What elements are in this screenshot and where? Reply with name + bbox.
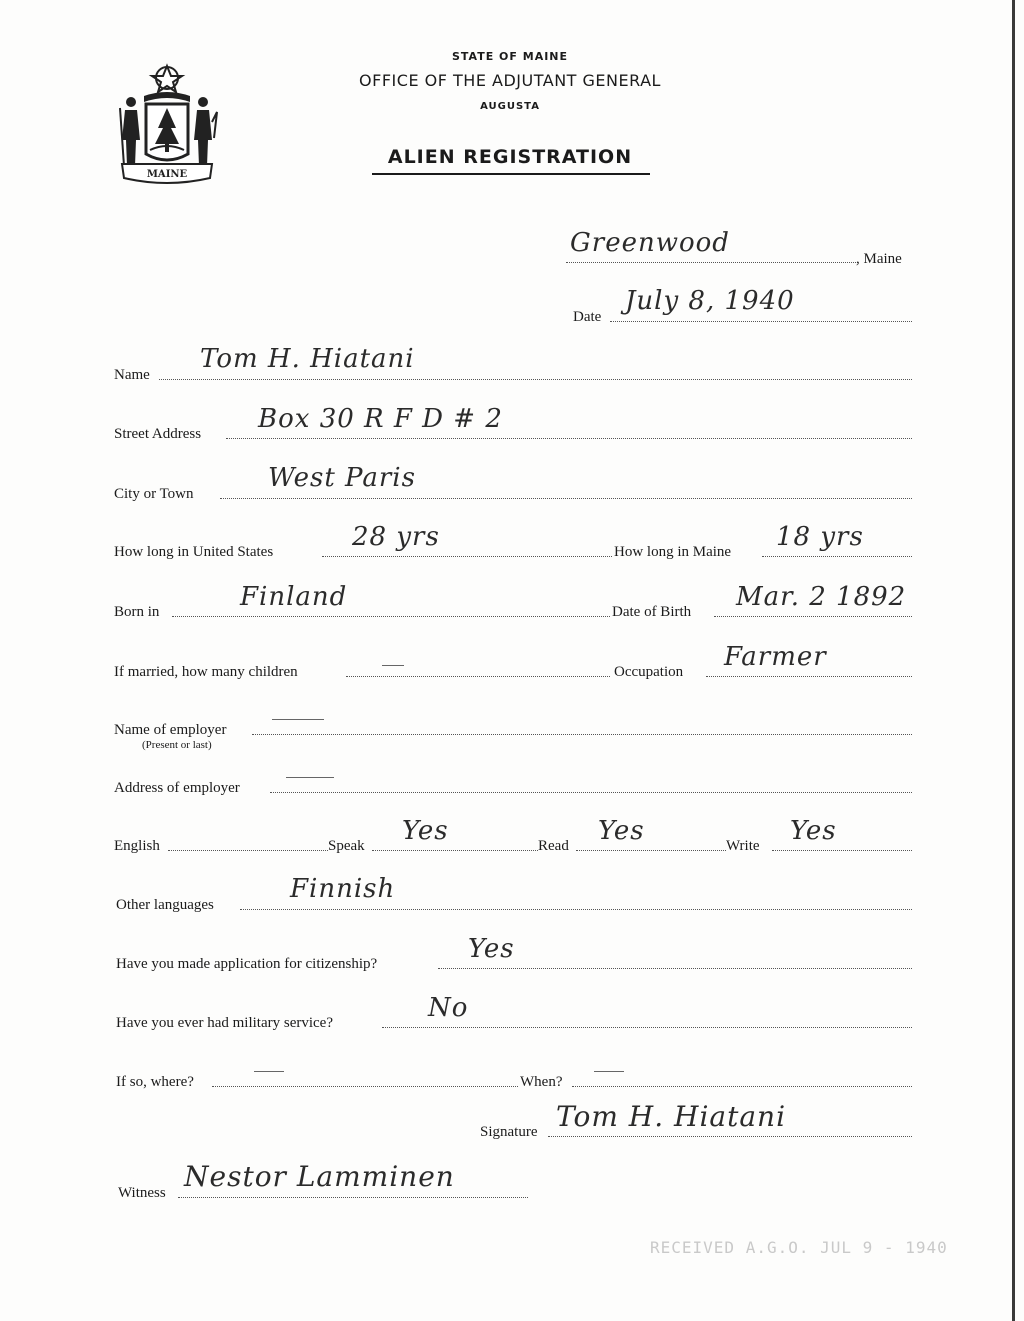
city-value: West Paris [268, 463, 416, 493]
born-in-line [172, 616, 610, 617]
military-line [382, 1027, 912, 1028]
city-heading: AUGUSTA [480, 101, 540, 112]
where-label: If so, where? [116, 1074, 194, 1090]
witness-value: Nestor Lamminen [184, 1160, 455, 1193]
how-long-us-label: How long in United States [114, 544, 274, 560]
children-label: If married, how many children [114, 664, 298, 680]
employer-name-label: Name of employer [114, 722, 227, 738]
read-line [576, 850, 726, 851]
how-long-us-value: 28 yrs [352, 522, 440, 552]
children-line [346, 676, 610, 677]
employer-name-line [252, 734, 912, 735]
write-label: Write [726, 838, 760, 854]
when-line [572, 1086, 912, 1087]
date-value: July 8, 1940 [625, 286, 795, 316]
witness-label: Witness [118, 1185, 166, 1201]
town-line [566, 262, 856, 263]
military-value: No [428, 993, 469, 1023]
street-address-value: Box 30 R F D # 2 [258, 404, 503, 434]
other-languages-value: Finnish [290, 874, 396, 904]
seal-motto: MAINE [146, 169, 188, 180]
born-in-value: Finland [240, 582, 348, 612]
witness-line [178, 1197, 528, 1198]
read-value: Yes [598, 816, 645, 846]
signature-line [548, 1136, 912, 1137]
when-dash [594, 1071, 624, 1072]
form-title: ALIEN REGISTRATION [387, 146, 633, 168]
maine-label: , Maine [856, 251, 902, 267]
occupation-label: Occupation [614, 664, 684, 680]
name-label: Name [114, 367, 150, 383]
speak-value: Yes [402, 816, 449, 846]
maine-state-seal-icon [114, 62, 220, 186]
read-label: Read [538, 838, 569, 854]
citizenship-label: Have you made application for citizenship? [116, 956, 378, 972]
city-line [220, 498, 912, 499]
occupation-value: Farmer [724, 642, 827, 672]
name-line [159, 379, 912, 380]
name-value: Tom H. Hiatani [200, 344, 415, 374]
other-languages-line [240, 909, 912, 910]
street-address-line [226, 438, 912, 439]
date-label: Date [573, 309, 602, 325]
employer-address-line [270, 792, 912, 793]
occupation-line [706, 676, 912, 677]
speak-line [372, 850, 538, 851]
how-long-maine-label: How long in Maine [614, 544, 732, 560]
speak-label: Speak [328, 838, 365, 854]
english-label: English [114, 838, 160, 854]
how-long-maine-value: 18 yrs [776, 522, 864, 552]
town-value: Greenwood [570, 228, 730, 258]
where-dash [254, 1071, 284, 1072]
signature-value: Tom H. Hiatani [556, 1100, 787, 1133]
citizenship-line [438, 968, 912, 969]
write-value: Yes [790, 816, 837, 846]
date-of-birth-label: Date of Birth [612, 604, 692, 620]
received-stamp: RECEIVED A.G.O. JUL 9 - 1940 [650, 1238, 948, 1257]
english-line [168, 850, 328, 851]
street-address-label: Street Address [114, 426, 202, 442]
military-label: Have you ever had military service? [116, 1015, 333, 1031]
how-long-us-line [322, 556, 612, 557]
signature-label: Signature [480, 1124, 538, 1140]
employer-address-label: Address of employer [114, 780, 240, 796]
title-underline [372, 173, 650, 175]
where-line [212, 1086, 518, 1087]
date-line [610, 321, 912, 322]
date-of-birth-line [714, 616, 912, 617]
children-dash [382, 665, 404, 666]
date-of-birth-value: Mar. 2 1892 [736, 582, 907, 612]
employer-note: (Present or last) [142, 739, 212, 751]
city-label: City or Town [114, 486, 194, 502]
scan-edge [1012, 0, 1015, 1321]
office-heading: OFFICE OF THE ADJUTANT GENERAL [359, 71, 661, 90]
employer-name-dash [272, 719, 324, 720]
born-in-label: Born in [114, 604, 160, 620]
employer-address-dash [286, 777, 334, 778]
write-line [772, 850, 912, 851]
state-heading: STATE OF MAINE [451, 50, 569, 63]
when-label: When? [520, 1074, 563, 1090]
how-long-maine-line [762, 556, 912, 557]
citizenship-value: Yes [468, 934, 515, 964]
other-languages-label: Other languages [116, 897, 214, 913]
